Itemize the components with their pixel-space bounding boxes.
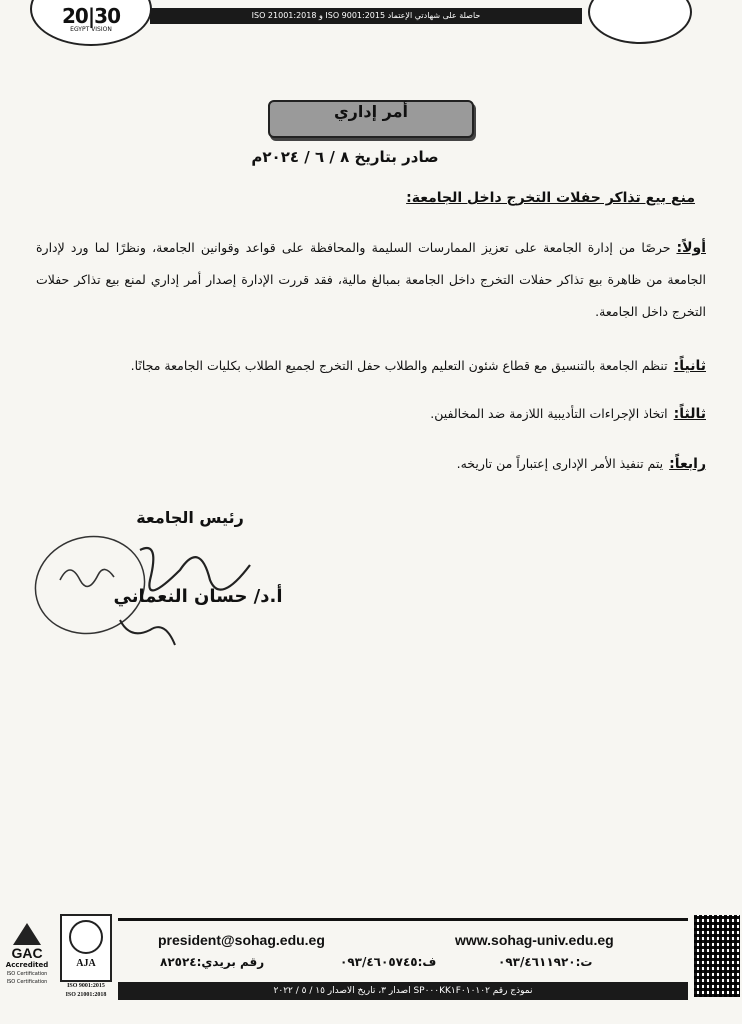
accreditation-bar: حاصلة على شهادتي الإعتماد ISO 9001:2015 و ISO 21001:2018 bbox=[150, 8, 582, 24]
issue-date: صادر بتاريخ ٨ / ٦ / ٢٠٢٤م bbox=[251, 148, 439, 166]
gac-cert-1: ISO Certification bbox=[6, 971, 48, 977]
document-title: أمر إداري bbox=[268, 100, 474, 138]
document-subject: منع بيع تذاكر حفلات التخرج داخل الجامعة: bbox=[406, 190, 695, 206]
university-seal-logo bbox=[588, 0, 692, 44]
item-third bbox=[36, 398, 706, 430]
aja-certification-logo bbox=[58, 914, 114, 1000]
item-text: حرصًا من إدارة الجامعة على تعزيز الممارسات السليمة والمحافظة على قواعد وقوانين الجامعة، ونظرًا لما ورد لإدارة الجامعة من ظاهرة بيع تذاكر حفلات التخرج داخل الجامعة بمبالغ مالية، فقد قررت الإدارة إصدار أمر إداري لمنع بيع تذاكر حفلات التخرج داخل الجامعة. bbox=[36, 240, 706, 319]
item-label: ثانياً: bbox=[673, 358, 706, 374]
signatory-name: أ.د/ حسان النعماني bbox=[113, 586, 283, 607]
contact-website: www.sohag-univ.edu.eg bbox=[455, 932, 614, 948]
signatory-title: رئيس الجامعة bbox=[136, 508, 244, 527]
gac-accreditation-logo bbox=[2, 917, 52, 985]
item-text: يتم تنفيذ الأمر الإدارى إعتباراً من تاريخه. bbox=[456, 456, 664, 471]
aja-iso-1: ISO 9001:2015 bbox=[67, 983, 105, 989]
mountain-icon bbox=[13, 923, 41, 945]
aja-iso-2: ISO 21001:2018 bbox=[65, 992, 107, 998]
contact-email: president@sohag.edu.eg bbox=[158, 932, 325, 948]
item-text: اتخاذ الإجراءات التأديبية اللازمة ضد المخالفين. bbox=[430, 406, 668, 421]
item-label: رابعاً: bbox=[669, 456, 706, 472]
item-first bbox=[36, 232, 706, 328]
aja-name: AJA bbox=[76, 958, 96, 969]
item-fourth bbox=[36, 448, 706, 480]
fax-number: ف:٠٩٣/٤٦٠٥٧٤٥ bbox=[340, 955, 437, 969]
item-label: ثالثاً: bbox=[673, 406, 706, 422]
egypt-vision-2030-logo bbox=[30, 0, 152, 46]
gac-text: GAC bbox=[11, 945, 43, 961]
item-second bbox=[36, 350, 706, 382]
qr-code-icon bbox=[694, 915, 740, 997]
form-number-bar: نموذج رقم SP٠٠٠KK١F٠١٠١٠٢ اصدار ٣، تاريخ الاصدار ١٥ / ٥ / ٢٠٢٢ bbox=[118, 982, 688, 1000]
item-label: أولاً: bbox=[676, 240, 706, 256]
po-box: رقم بريدي:٨٢٥٢٤ bbox=[160, 955, 265, 969]
item-text: تنظم الجامعة بالتنسيق مع قطاع شئون التعليم والطلاب حفل التخرج لجميع الطلاب بكليات الجامعة مجانًا. bbox=[130, 358, 668, 373]
telephone-number: ت:٠٩٣/٤٦١١٩٢٠ bbox=[498, 955, 593, 969]
aja-badge bbox=[60, 914, 112, 982]
gac-cert-2: ISO Certification bbox=[6, 979, 48, 985]
vision-logo-number: 20|30 bbox=[62, 4, 120, 28]
globe-icon bbox=[69, 920, 103, 954]
gac-sub: Accredited bbox=[5, 961, 49, 969]
vision-logo-caption: EGYPT VISION bbox=[70, 26, 112, 33]
